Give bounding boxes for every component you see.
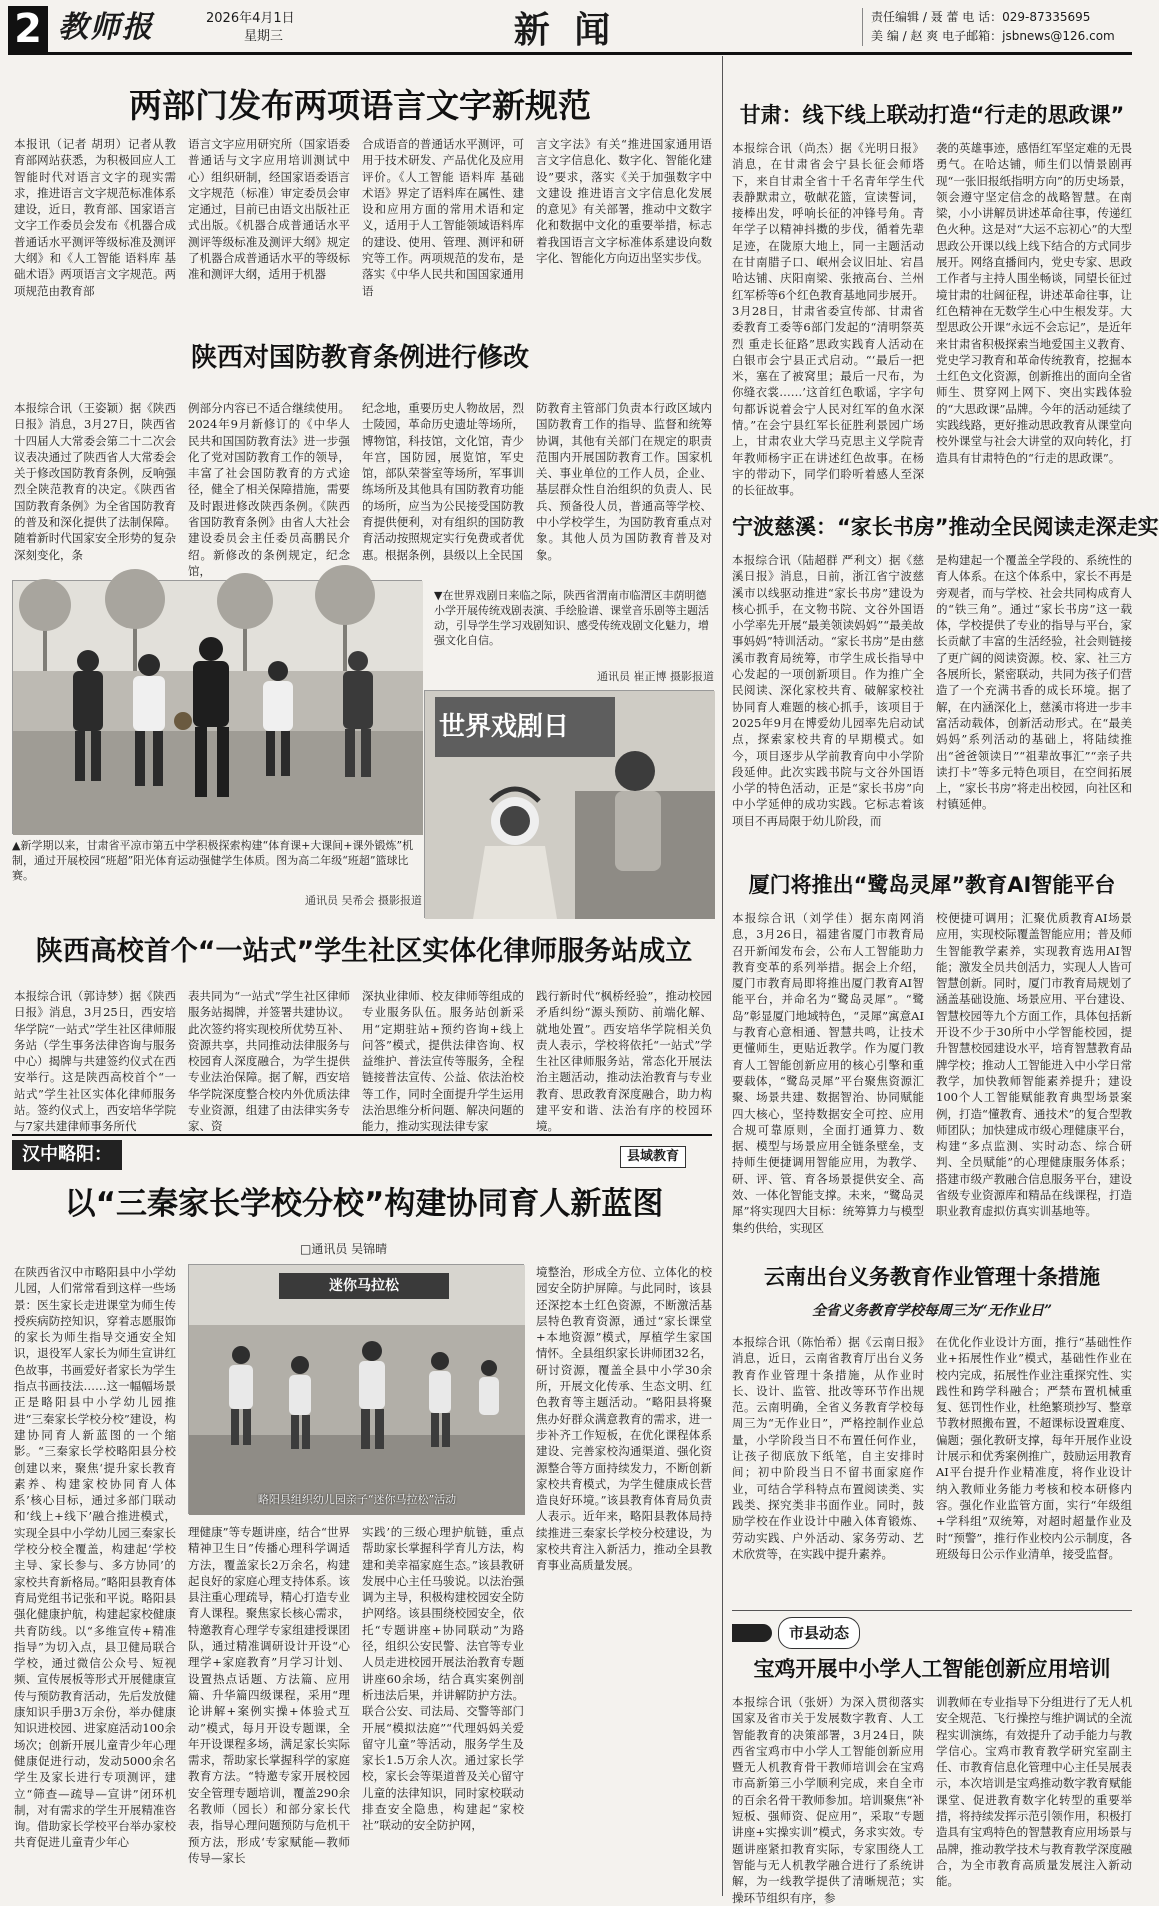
article-headline: 宁波慈溪：“家长书房”推动全民阅读走深走实 xyxy=(732,515,1159,539)
article-column: 训教师在专业指导下分组进行了无人机安全规范、飞行操控与维护调试的全流程实训演练，有效提升了动手能力与教学信心。宝鸡市教育教学研究室副主任、市教育信息化管理中心主任吴展表示，本次培训是宝鸡推动数字教育赋能课堂、促进教育数字化转型的重要举措，将持续发挥示范引领作用，积极打造具有宝鸡特色的智慧教育应用场景与品牌，推动教学技术与教育教学深度融合，为全市教育高质量发展注入新动能。 xyxy=(936,1695,1132,1889)
article-column: 语言文字应用研究所（国家语委普通话与文字应用培训测试中心）组织研制，经国家语委语言文字规范（标准）审定委员会审定通过，目前已由语文出版社正式出版。《机器合成普通话水平测评等级标准及测评大纲》规定了机器合成普通话水平的等级标准和测评大纲，适用于机器 xyxy=(188,137,350,282)
article-column: 表共同为“一站式”学生社区律师服务站揭牌，并签署共建协议。此次签约将实现校所优势互补、资源共享，共同推动法律服务与校园育人深度融合，为学生提供专业法治保障。据了解，西安培华学院深度整合校内外优质法律专业资源，组建了由法律实务专家、资 xyxy=(188,989,350,1134)
article-byline: □通讯员 吴锦晴 xyxy=(300,1242,388,1256)
designer-line: 美 编 / 赵 爽 电子邮箱：jsbnews@126.com xyxy=(871,29,1115,43)
article-column: 是构建起一个覆盖全学段的、系统性的育人体系。在这个体系中，家长不再是旁观者，而与学校、社会共同构成育人的“铁三角”。通过“家长书房”这一载体，学校提供了专业的指导与平台，家长贡献了丰富的生活经验，社会则链接了更广阔的阅读资源。校、家、社三方各展所长，紧密联动，共同为孩子们营造了一个充满书香的成长环境。据了解，在内涵深化上，慈溪市将进一步丰富活动载体，创新活动形式。在“最美妈妈”系列活动的基础上，将陆续推出“爸爸领读日”“祖辈故事汇”“亲子共读打卡”等多元特色项目，在空间拓展上，“家长书房”将走出校园，向社区和村镇延伸。 xyxy=(936,553,1132,812)
basketball-photo-caption: ▲新学期以来，甘肃省平凉市第五中学积极探索构建“体育课+大课间+课外锻炼”机制，通过开展校园“班超”阳光体育运动强健学生体质。图为高二年级“班超”篮球比赛。 xyxy=(12,839,414,882)
article-column: 言文字法》有关“推进国家通用语言文字信息化、数字化、智能化建设”要求，落实《关于加强数字中文建设 推进语言文字信息化发展的意见》有关部署，推动中文数字化和数据中文化的重要举措，标志着我国语言文字标准体系建设向数字化、智能化方向迈出坚实步伐。 xyxy=(536,137,712,266)
basketball-photo-image xyxy=(13,581,423,835)
article-column: 理健康”等专题讲座，结合“世界精神卫生日”传播心理科学调适方法，覆盖家长2万余名，构建起良好的家庭心理支持体系。该县注重心理疏导，精心打造专业育人课程。聚焦家长核心需求，特邀教育心理学专家组建授课团队，通过精准调研设计开设“心理学+家庭教育”月学习计划、设置热点话题、方法篇、应用篇、升华篇四级课程，采用“理论讲解+案例实操+体验式互动”模式，每月开设专题课，全年开设课程多场，满足家长实际需求，帮助家长掌握科学的家庭教育方法。“特邀专家开展校园安全管理专题培训，覆盖290余名教师（园长）和部分家长代表，指导心理问题预防与危机干预方法，形成‘专家赋能—教师传导—家长 xyxy=(188,1525,350,1865)
date-text: 2026年4月1日 xyxy=(206,11,295,26)
article-column: 校便捷可调用；汇聚优质教育AI场景应用，实现校际覆盖智能应用；普及师生智能教学素养，实现教育选用AI智能；激发全员共创活力，实现人人皆可智慧创新。同时，厦门市教育局规划了涵盖基础设施、场景应用、平台建设、智慧校园等九个方面工作，具体包括新开设不少于30所中小学智能校园，提升智慧校园建设水平，培育智慧教育品牌学校；推动人工智能进入中小学日常教学，加快教师智能素养提升；建设100个人工智能赋能教育典型场景案例，打造“懂教育、通技术”的复合型教师团队；加快建成市级心理健康平台，构建“多点监测、实时动态、综合研判、全员赋能”的心理健康服务体系；搭建市级产教融合信息服务平台，建设省级专业资源库和精品在线课程，打造职业教育虚拟仿真实训基地等。 xyxy=(936,911,1132,1219)
page-number: 2 xyxy=(8,6,48,52)
article-column: 合成语音的普通话水平测评，可用于技术研发、产品优化及应用评价。《人工智能 语料库 基础术语》界定了语料库在属性、建设和应用方面的常用术语和定义，适用于人工智能领域语料库的建设、使用、管理、测评和研究等工作。两项规范的发布，是落实《中华人民共和国国家通用语 xyxy=(362,137,524,298)
dynamics-tag xyxy=(732,1618,860,1648)
article-column: 例部分内容已不适合继续使用。2024年9月新修订的《中华人民共和国国防教育法》进一步强化了党对国防教育工作的领导，丰富了社会国防教育的方式途径，健全了相关保障措施，需要及时跟进修改陕西条例。《陕西省国防教育条例》由省人大社会建设委员会主任委员高鹏民介绍。新修改的条例规定，纪念馆， xyxy=(188,401,350,578)
photo-credit: 通讯员 吴希会 摄影报道 xyxy=(305,894,422,907)
newspaper-logo: 教师报 xyxy=(58,10,154,45)
article-column: 在陕西省汉中市略阳县中小学幼儿园，人们常常看到这样一些场景：医生家长走进课堂为师生传授疾病防控知识，穿着志愿服饰的家长为师生指导交通安全知识，退役军人家长为师生宣讲红色故事，书画爱好者家长为学生指点书画技法……这一幅幅场景正是略阳县中小学幼儿园推进“三秦家长学校分校”建设，构建协同育人新蓝图的一个缩影。“三秦家长学校略阳县分校创建以来，聚焦‘提升家长教育素养、构建家校协同育人体系’核心目标，通过多部门联动和‘线上+线下’融合推进模式，实现全县中小学幼儿园三秦家长学校分校全覆盖，构建起‘学校主导、家长参与、多方协同’的家校共育新格局。”略阳县教育体育局党组书记张和平说。略阳县强化健康护航，构建起家校健康共育防线。以“多维宣传+精准指导”为切入点，县卫健局联合学校，通过微信公众号、短视频、宣传展板等形式开展健康宣传与预防教育活动，先后发放健康知识手册3万余份，举办健康知识进校园、进家庭活动100余场次；创新开展儿童青少年心理健康促进行动，发动5000余名学生及家长进行专项测评，建立“筛查—疏导—宣讲”闭环机制，对有需求的学生开展精准咨询。借助家长学校平台举办家校共育促进儿童青少年心 xyxy=(14,1265,176,1850)
county-education-badge: 县域教育 xyxy=(620,1146,686,1168)
editor-credits xyxy=(862,8,1115,46)
article-headline: 以“三秦家长学校分校”构建协同育人新蓝图 xyxy=(64,1186,664,1222)
weekday-text: 星期三 xyxy=(244,29,284,44)
article-column: 本报综合讯（陈怡希）据《云南日报》消息，近日，云南省教育厅出台义务教育作业管理十条措施，从作业时长、设计、监管、批改等环节作出规范。云南明确，全省义务教育学校每周三为“无作业日”，严格控制作业总量，小学阶段当日不布置任何作业，让孩子彻底放下纸笔，自主安排时间；初中阶段当日不留书面家庭作业，可结合学科特点布置阅读类、实践类、探究类非书面作业。同时，鼓励学校在作业设计中融入体育锻炼、劳动实践、户外活动、家务劳动、艺术欣赏等，在实践中提升素养。 xyxy=(732,1335,924,1561)
article-column: 深执业律师、校友律师等组成的专业服务队伍。服务站创新采用“定期驻站+预约咨询+线上问答”模式，提供法律咨询、权益维护、普法宣传等服务，全程链接普法宣传、公益、依法治校等工作，同时全面提升学生运用法治思维分析问题、解决问题的能力，推动实现法律专家 xyxy=(362,989,524,1134)
article-column: 本报综合讯（王姿颖）据《陕西日报》消息，3月27日，陕西省十四届人大常委会第二十二次会议表决通过了陕西省人大常委会关于修改国防教育条例，反响强烈全陕范教育的决定。《陕西省国防教育条例》为全省国防教育的普及和深化提供了法制保障。随着新时代国家安全形势的复杂深刻变化，条 xyxy=(14,401,176,562)
opera-photo-caption: ▼在世界戏剧日来临之际，陕西省渭南市临渭区丰荫明德小学开展传统戏剧表演、手绘脸谱、课堂音乐剧等主题活动，引导学生学习戏剧知识、感受传统戏剧文化魅力，增强文化自信。 xyxy=(434,589,709,647)
marathon-photo xyxy=(188,1264,524,1514)
basketball-photo xyxy=(12,580,422,834)
section-rule xyxy=(12,1134,712,1136)
article-headline: 厦门将推出“鹭岛灵犀”教育AI智能平台 xyxy=(748,873,1116,897)
article-column: 实践’的三级心理护航链，重点帮助家长掌握科学育儿方法，构建和美幸福家庭生态。”该县教研发展中心主任马骏说。以法治强调为主导，积极构建校园安全防护网络。该县围绕校园安全，依托“专题讲座+协同联动”为路径，组织公安民警、法官等专业人员走进校园开展法治教育专题讲座60余场，结合真实案例剖析违法后果，并讲解防护方法。联合公安、司法局、交警等部门开展“模拟法庭”“代理妈妈关爱留守儿童”等活动，服务学生及家长1.5万余人次。通过家长学校，家长会等渠道普及关心留守儿童的法律知识，同时家校联动排查安全隐患，构建起“家校社”联动的安全防护网， xyxy=(362,1525,524,1833)
photo-credit: 通讯员 崔正博 摄影报道 xyxy=(597,670,714,683)
article-column: 袭的英雄事迹，感悟红军坚定难的无畏勇气。在哈达铺，师生们以情景剧再现“一张旧报纸指明方向”的历史场景，领会遵守坚定信念的战略智慧。在南梁，小小讲解员讲述革命往事，传递红色火种。这是对“大运不忘初心”的大型思政公开课以线上线下结合的方式同步展开。网络直播间内，党史专家、思政工作者与主持人围坐畅谈，同望长征过境甘肃的壮阔征程，讲述革命往事，让红色精神在无数学生心中生根发芽。大型思政公开课“永远不会忘记”，是近年来甘肃省积极探索当地爱国主义教育、党史学习教育和革命传统教育，挖掘本土红色文化资源，创新推出的面向全省师生、贯穿网上网下、突出实践体验的“大思政课”品牌。今年的活动延续了实践线路，更好推动思政教育从课堂向校外课堂与社会大讲堂的双向转化，打造具有甘肃特色的“行走的思政课”。 xyxy=(936,141,1132,465)
article-column: 本报综合讯（尚杰）据《光明日报》消息，在甘肃省会宁县长征会师塔下，来自甘肃全省十千名青年学生代表静默肃立，敬献花篮，宣读誓词，接棒出发，呼响长征的冲锋号角。青年学子以精神抖擞的步伐，循着先辈足迹，在陇原大地上，同一主题活动在甘南腊子口、岷州会议旧址、宕昌哈达铺、庆阳南梁、张掖高台、兰州红军桥等6个红色教育基地同步展开。3月28日，甘肃省委宣传部、甘肃省委教育工委等6部门发起的“清明祭英烈 重走长征路”思政实践育人活动在白银市会宁县正式启动。“‘最后一把米，塞在了被窝里；最后一尺布，为你缝衣裳……’这首红色歌谣，字字句句都诉说着会宁人民对红军的鱼水深情。”在会宁县红军长征胜利景园广场上，甘肃农业大学马克思主义学院青年教师杨宇正在讲述红色故事。在杨宇的带动下，同学们聆听着感人至深的长征故事。 xyxy=(732,141,924,498)
article-subheadline: 全省义务教育学校每周三为“无作业日” xyxy=(811,1303,1053,1319)
marathon-banner-text: 迷你马拉松 xyxy=(329,1278,399,1294)
opera-photo xyxy=(424,690,714,918)
article-column: 纪念地，重要历史人物故居，烈士陵园，革命历史遗址等场所，博物馆，科技馆，文化馆，青少年宫，国防园，展览馆，军史馆，部队荣誉室等场所，军事训练场所及其他具有国防教育功能的场所，应当为公民接受国防教育提供便利，对有组织的国防教育活动按照规定实行免费或者优惠。根据条例，县级以上全民国 xyxy=(362,401,524,562)
article-column: 本报综合讯（张妍）为深入贯彻落实国家及省市关于发展数字教育、人工智能教育的决策部署，3月24日，陕西省宝鸡市中小学人工智能创新应用暨无人机教育骨干教师培训会在宝鸡市高新第三小学顺利完成，来自全市的百余名骨干教师参加。培训聚焦“补短板、强师资、促应用”，采取“专题讲座+实操实训”模式，务求实效。专题讲座紧扣教育实际，专家围绕人工智能与无人机教学融合进行了系统讲解，为一线教学提供了清晰规范；实操环节组织有序，参 xyxy=(732,1695,924,1905)
article-headline: 宝鸡开展中小学人工智能创新应用培训 xyxy=(753,1657,1111,1681)
county-tag: 汉中略阳： xyxy=(12,1140,122,1170)
section-title: 新 闻 xyxy=(513,9,617,51)
article-headline: 两部门发布两项语言文字新规范 xyxy=(129,86,591,125)
column-divider xyxy=(722,56,723,1896)
article-column: 本报综合讯（郭诗梦）据《陕西日报》消息，3月25日，西安培华学院“一站式”学生社区律师服务站（学生事务法律咨询与服务中心）揭牌与共建签约仪式在西安举行。这是陕西高校首个“一站式”学生社区实体化律师服务站。签约仪式上，西安培华学院与7家共建律师事务所代 xyxy=(14,989,176,1134)
article-column: 践行新时代“枫桥经验”，推动校园矛盾纠纷“源头预防、前端化解、就地处置”。西安培华学院相关负责人表示，学校将依托“一站式”学生社区律师服务站，常态化开展法治主题活动，推动法治教育与专业教育、思政教育深度融合，助力构建平安和谐、法治有序的校园环境。 xyxy=(536,989,712,1134)
header-rule xyxy=(8,52,1132,55)
opera-banner-text: 世界戏剧日 xyxy=(439,712,570,742)
article-headline: 陕西对国防教育条例进行修改 xyxy=(190,343,529,373)
article-headline: 陕西高校首个“一站式”学生社区实体化律师服务站成立 xyxy=(35,936,693,967)
marathon-photo-caption: 略阳县组织幼儿园亲子“迷你马拉松”活动 xyxy=(257,1493,457,1506)
megaphone-icon xyxy=(732,1624,772,1642)
article-column: 在优化作业设计方面，推行“基础性作业+拓展性作业”模式，基础性作业在校内完成，拓展性作业注重探究性、实践性和跨学科融合；严禁布置机械重复、惩罚性作业，杜绝繁琐抄写、整章节教材照搬布置，不超课标设置难度、偏题；强化教研支撑，每年开展作业设计展示和优秀案例推广，鼓励运用教育AI平台提升作业精准度，将作业设计纳入教师业务能力考核和校本研修内容。强化作业监管方面，实行“年级组+学科组”双统筹，对超时超量作业及时“预警”，推行作业校内公示制度，各班级每日公示作业清单，接受监督。 xyxy=(936,1335,1132,1561)
editor-line: 责任编辑 / 聂 蕾 电 话：029-87335695 xyxy=(871,10,1091,24)
article-column: 本报综合讯（刘学佳）据东南网消息，3月26日，福建省厦门市教育局召开新闻发布会，公布人工智能助力教育变革的系列举措。据会上介绍，厦门市教育局即将推出厦门教育AI智能平台，并命名为“鹭岛灵犀”。“鹭岛”彰显厦门地域特色，“灵犀”寓意AI与教育心意相通、智慧共鸣，让技术更懂师生，更贴近教学。作为厦门教育人工智能创新应用的核心引擎和重要载体，“鹭岛灵犀”平台聚焦资源汇聚、场景共建、数据智治、协同赋能四大核心，坚持数据安全可控、应用合规可靠原则，全面打通算力、数据、模型与场景应用全链条壁垒，支持师生便捷调用智能应用，为教学、研、评、管、育各场景提供安全、高效、一体化智能支撑。未来，“鹭岛灵犀”将实现四大目标：统筹算力与模型集约供给，实现区 xyxy=(732,911,924,1235)
article-column: 本报讯（记者 胡玥）记者从教育部网站获悉，为积极回应人工智能时代对语言文字的现实需求，推进语言文字规范标准体系建设，近日，教育部、国家语言文字工作委员会发布《机器合成普通话水平测评等级标准及测评大纲》和《人工智能 语料库 基础术语》两项语言文字规范。两项规范由教育部 xyxy=(14,137,176,298)
dynamics-tag-text: 市县动态 xyxy=(778,1617,860,1649)
article-headline: 云南出台义务教育作业管理十条措施 xyxy=(764,1265,1100,1289)
issue-date xyxy=(206,10,295,46)
article-column: 境整治，形成全方位、立体化的校园安全防护屏障。与此同时，该县还深挖本土红色资源，不断激活基层特色教育资源，通过“家长课堂+本地资源”模式，厚植学生家国情怀。全县组织家长讲师团32名，研讨资源，覆盖全县中小学30余所，开展文化传承、生态文明、红色教育等主题活动。“略阳县将聚焦办好群众满意教育的需求，进一步补齐工作短板，在优化课程体系建设、完善家校沟通渠道、强化资源整合等方面持续发力，不断创新家校共育模式，为学生健康成长营造良好环境。”该县教育体育局负责人表示。近年来，略阳县教体局持续推进三秦家长学校分校建设，为家校共育注入新活力，推动全县教育事业高质量发展。 xyxy=(536,1265,712,1573)
marathon-photo-image xyxy=(189,1265,525,1515)
section-rule xyxy=(732,1610,1132,1611)
article-column: 防教育主管部门负责本行政区域内国防教育工作的指导、监督和统筹协调，其他有关部门在规定的职责范围内开展国防教育工作。国家机关、事业单位的工作人员，企业、基层群众性自治组织的负责人、民兵、预备役人员，普通高等学校、中小学校学生，为国防教育重点对象。其他人员为国防教育普及对象。 xyxy=(536,401,712,562)
article-headline: 甘肃：线下线上联动打造“行走的思政课” xyxy=(739,103,1125,127)
article-column: 本报综合讯（陆超群 严利文）据《慈溪日报》消息，日前，浙江省宁波慈溪市以线驱动推进“家长书房”建设为核心抓手，在文物书院、文谷外国语小学率先开展“最美领读妈妈”“最美故事妈妈”特训活动。“家长书房”是由慈溪市教育局统筹，市学生成长指导中心发起的一项创新项目。作为推广全民阅读、深化家校共育、破解家校社协同育人难题的核心抓手，该项目于2025年9月在博爱幼儿园率先启动试点，探索家校共育的早期模式。如今，项目逐步从学前教育向中小学阶段延伸。此次实践书院与文谷外国语小学的特色活动，正是“家长书房”向中小学延伸的成功实践。它标志着该项目不再局限于幼儿阶段，而 xyxy=(732,553,924,828)
